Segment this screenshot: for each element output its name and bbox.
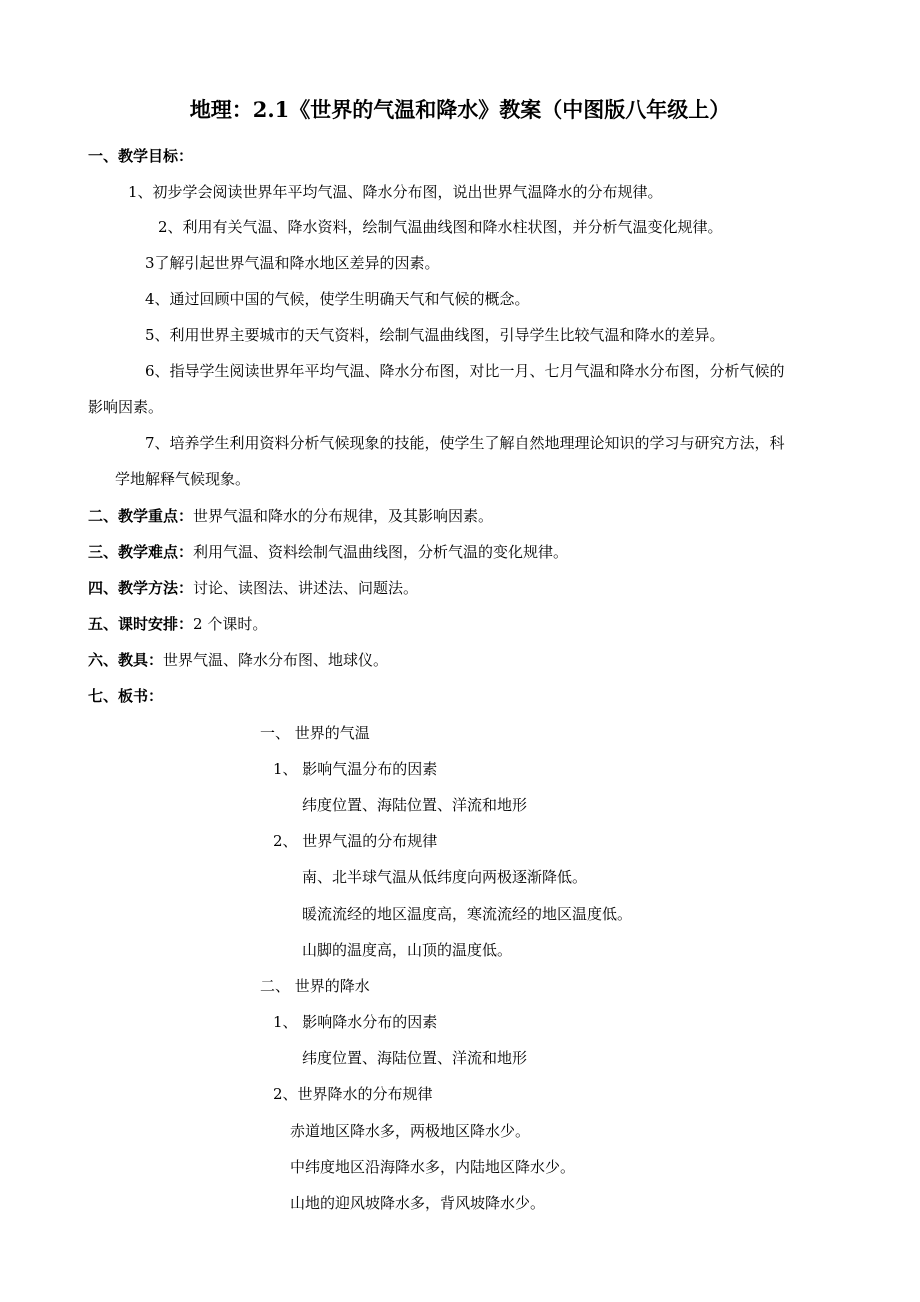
board-section-heading: 二、 世界的降水 [260, 977, 370, 995]
objective-item: 2、利用有关气温、降水资料，绘制气温曲线图和降水柱状图，并分析气温变化规律。 [158, 218, 723, 236]
tools-label: 六、教具： [88, 651, 164, 669]
methods-label: 四、教学方法： [88, 579, 194, 597]
tools-line [88, 650, 388, 670]
board-line: 纬度位置、海陆位置、洋流和地形 [302, 1049, 528, 1067]
board-subheading: 1、 影响气温分布的因素 [273, 760, 438, 778]
schedule-text: 2 个课时。 [193, 615, 268, 633]
key-points-label: 二、教学重点： [88, 507, 194, 525]
board-line: 暖流流经的地区温度高，寒流流经的地区温度低。 [302, 905, 633, 923]
objective-item: 4、通过回顾中国的气候，使学生明确天气和气候的概念。 [145, 290, 530, 308]
board-line: 赤道地区降水多，两极地区降水少。 [290, 1122, 531, 1140]
key-points-line [88, 506, 493, 526]
board-subheading: 1、 影响降水分布的因素 [273, 1013, 438, 1031]
objective-item-continued: 影响因素。 [88, 398, 164, 416]
board-line: 中纬度地区沿海降水多，内陆地区降水少。 [290, 1158, 576, 1176]
key-points-text: 世界气温和降水的分布规律，及其影响因素。 [193, 507, 494, 525]
objective-item: 1、初步学会阅读世界年平均气温、降水分布图，说出世界气温降水的分布规律。 [128, 183, 663, 201]
difficulties-text: 利用气温、资料绘制气温曲线图，分析气温的变化规律。 [193, 543, 569, 561]
board-line: 南、北半球气温从低纬度向两极逐渐降低。 [302, 868, 588, 886]
objective-item: 6、指导学生阅读世界年平均气温、降水分布图，对比一月、七月气温和降水分布图，分析气候的 [145, 362, 785, 380]
board-section-heading: 一、 世界的气温 [260, 724, 370, 742]
methods-text: 讨论、读图法、讲述法、问题法。 [193, 579, 419, 597]
board-line: 纬度位置、海陆位置、洋流和地形 [302, 796, 528, 814]
board-heading: 七、板书： [88, 687, 164, 705]
page-title: 地理：2.1《世界的气温和降水》教案（中图版八年级上） [189, 97, 731, 122]
board-subheading: 2、 世界气温的分布规律 [273, 832, 438, 850]
objectives-heading: 一、教学目标： [88, 147, 194, 165]
board-line: 山脚的温度高，山顶的温度低。 [302, 941, 513, 959]
objective-item: 3了解引起世界气温和降水地区差异的因素。 [145, 254, 440, 272]
board-subheading: 2、世界降水的分布规律 [273, 1085, 433, 1103]
schedule-line [88, 614, 267, 634]
difficulties-line [88, 542, 568, 562]
objective-item: 5、利用世界主要城市的天气资料，绘制气温曲线图，引导学生比较气温和降水的差异。 [145, 326, 725, 344]
difficulties-label: 三、教学难点： [88, 543, 194, 561]
methods-line [88, 578, 418, 598]
tools-text: 世界气温、降水分布图、地球仪。 [163, 651, 389, 669]
schedule-label: 五、课时安排： [88, 615, 194, 633]
board-line: 山地的迎风坡降水多，背风坡降水少。 [290, 1194, 546, 1212]
objective-item: 7、培养学生利用资料分析气候现象的技能，使学生了解自然地理理论知识的学习与研究方法，科 [145, 434, 785, 452]
objective-item-continued: 学地解释气候现象。 [115, 470, 251, 488]
